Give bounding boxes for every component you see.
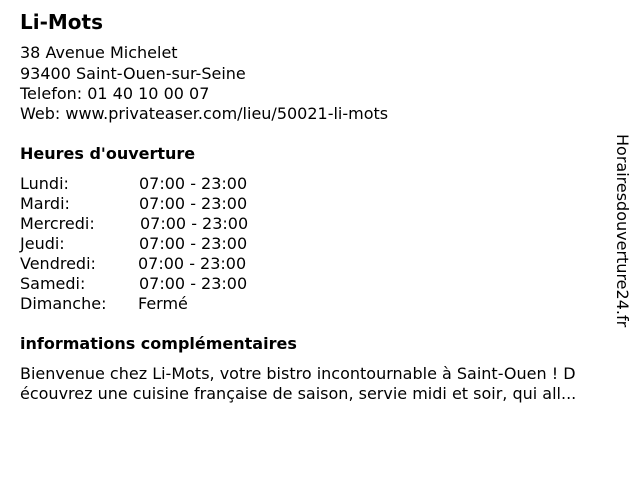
hours-row-monday <box>20 174 280 194</box>
business-name: Li-Mots <box>20 10 104 34</box>
hours-value: 07:00 - 23:00 <box>139 194 248 213</box>
day-label: Mardi: <box>20 194 70 213</box>
info-description-line-1: Bienvenue chez Li-Mots, votre bistro incontournable à Saint-Ouen ! D <box>20 364 576 383</box>
address-line-2: 93400 Saint-Ouen-sur-Seine <box>20 64 246 83</box>
hours-heading: Heures d'ouverture <box>20 144 196 163</box>
day-label: Samedi: <box>20 274 86 293</box>
phone-number: Telefon: 01 40 10 00 07 <box>20 84 210 103</box>
hours-row-friday <box>20 254 280 274</box>
info-description-line-2: écouvrez une cuisine française de saison, servie midi et soir, qui all... <box>20 384 577 403</box>
hours-value: 07:00 - 23:00 <box>139 174 248 193</box>
info-heading: informations complémentaires <box>20 334 297 353</box>
hours-row-sunday <box>20 294 280 314</box>
day-label: Jeudi: <box>20 234 65 253</box>
hours-value: 07:00 - 23:00 <box>140 214 249 233</box>
day-label: Dimanche: <box>20 294 107 313</box>
hours-row-wednesday <box>20 214 280 234</box>
day-label: Lundi: <box>20 174 69 193</box>
day-label: Vendredi: <box>20 254 96 273</box>
hours-row-saturday <box>20 274 280 294</box>
hours-row-tuesday <box>20 194 280 214</box>
hours-value: Fermé <box>138 294 188 313</box>
hours-row-thursday <box>20 234 280 254</box>
hours-value: 07:00 - 23:00 <box>138 254 247 273</box>
day-label: Mercredi: <box>20 214 95 233</box>
site-watermark: Horairesdouverture24.fr <box>613 134 632 328</box>
hours-value: 07:00 - 23:00 <box>139 274 248 293</box>
address-line-1: 38 Avenue Michelet <box>20 43 178 62</box>
website-link: Web: www.privateaser.com/lieu/50021-li-mots <box>20 104 389 123</box>
hours-value: 07:00 - 23:00 <box>139 234 248 253</box>
